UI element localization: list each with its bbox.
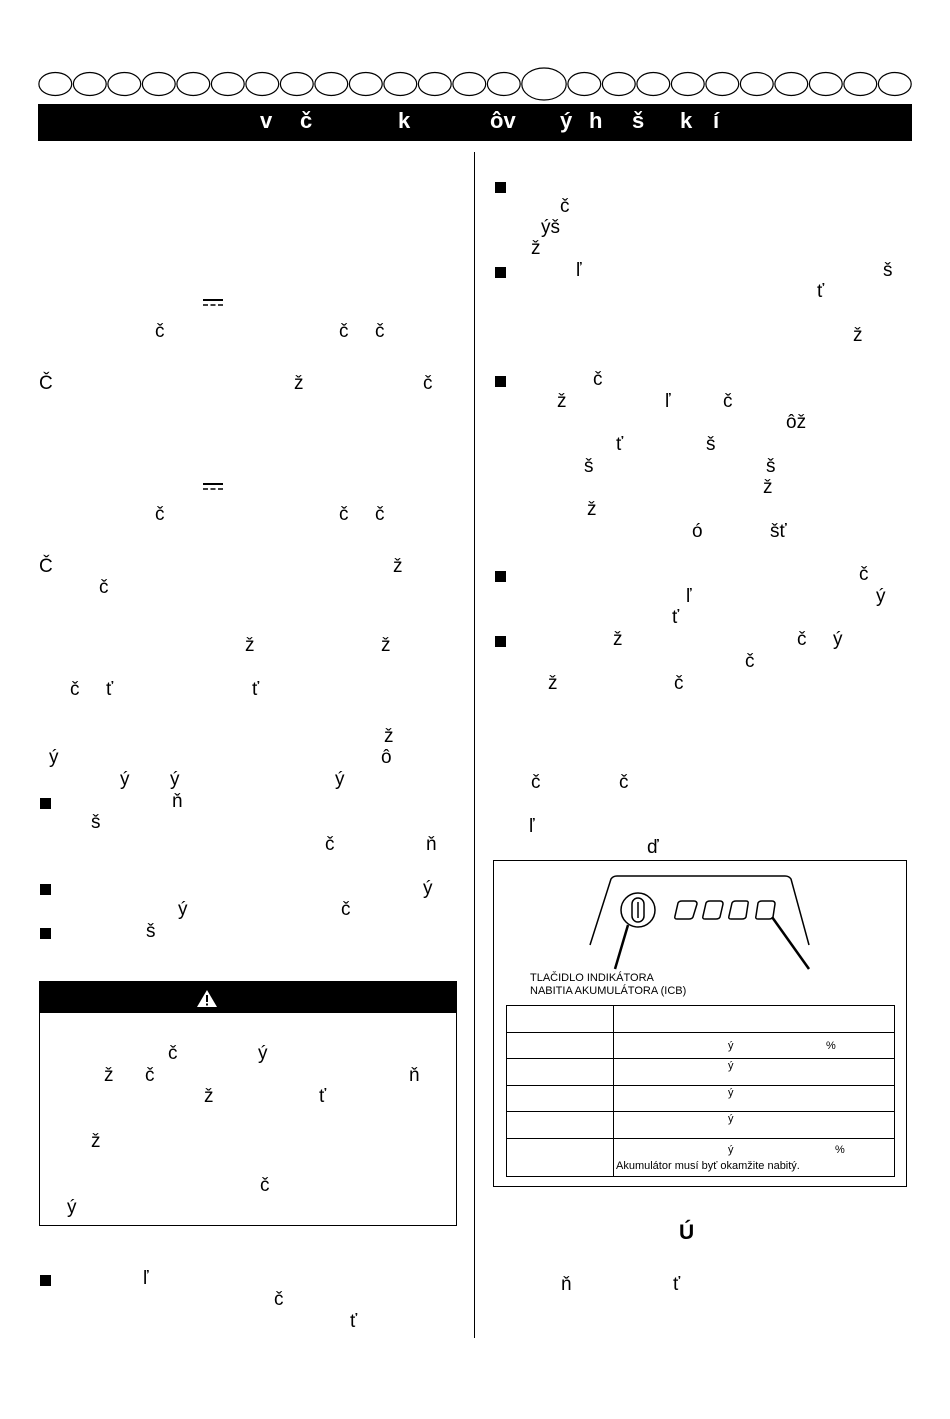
bullet-icon	[40, 798, 51, 809]
table-row	[507, 1139, 895, 1177]
page-oval	[349, 73, 382, 96]
page-oval	[637, 73, 670, 96]
table-row	[507, 1086, 895, 1112]
bullet-icon	[495, 571, 506, 582]
glyph: ľ	[143, 1268, 149, 1289]
glyph: Č	[39, 373, 53, 394]
bullet-icon	[495, 376, 506, 387]
glyph: ž	[381, 635, 391, 656]
glyph: ý	[833, 629, 843, 650]
table-cell-glyph: ý	[728, 1040, 734, 1052]
glyph: ť	[252, 679, 260, 700]
glyph: ž	[91, 1131, 101, 1152]
icb-label-line1: TLAČIDLO INDIKÁTORA	[530, 972, 654, 984]
glyph: č	[70, 679, 80, 700]
glyph: ň	[426, 834, 437, 855]
page-oval	[671, 73, 704, 96]
glyph: ž	[763, 477, 773, 498]
glyph: Č	[39, 556, 53, 577]
glyph: č	[341, 899, 351, 920]
glyph: ľ	[686, 586, 692, 607]
title-glyph: v	[260, 108, 273, 133]
glyph: č	[423, 373, 433, 394]
glyph: šť	[770, 521, 787, 542]
table-cell-glyph: ý	[728, 1113, 734, 1125]
glyph: ó	[692, 521, 703, 542]
table-cell-glyph: ý	[728, 1087, 734, 1099]
glyph: ý	[170, 769, 180, 790]
header-oval-strip	[38, 66, 912, 102]
glyph: ž	[587, 499, 597, 520]
glyph: č	[859, 564, 869, 585]
glyph: č	[168, 1043, 178, 1064]
page-oval	[315, 73, 348, 96]
glyph: č	[723, 391, 733, 412]
title-glyph: ý	[560, 108, 573, 133]
glyph: ľ	[665, 391, 671, 412]
indicator-button-icon	[621, 893, 655, 927]
column-divider	[474, 152, 475, 1338]
glyph: ň	[561, 1274, 572, 1295]
table-row	[507, 1112, 895, 1139]
glyph: ý	[335, 769, 345, 790]
glyph: ď	[647, 837, 659, 858]
page-oval	[602, 73, 635, 96]
glyph: č	[325, 834, 335, 855]
page-oval	[211, 73, 244, 96]
glyph: ž	[104, 1065, 114, 1086]
glyph: č	[560, 196, 570, 217]
glyph: č	[797, 629, 807, 650]
glyph: š	[706, 434, 716, 455]
table-cell-glyph: ý	[728, 1060, 734, 1072]
page-oval	[878, 73, 911, 96]
table-cell-glyph: %	[826, 1040, 836, 1052]
glyph: ž	[384, 726, 394, 747]
glyph: ž	[393, 556, 403, 577]
page-oval	[246, 73, 279, 96]
glyph: ž	[531, 238, 541, 259]
glyph: ý	[49, 747, 59, 768]
page-oval	[809, 73, 842, 96]
bullet-icon	[495, 182, 506, 193]
active-page-oval	[522, 68, 566, 100]
glyph: ť	[817, 281, 825, 302]
bullet-icon	[495, 636, 506, 647]
page-oval	[280, 73, 313, 96]
glyph: č	[531, 772, 541, 793]
glyph: ž	[853, 325, 863, 346]
page-oval	[487, 73, 520, 96]
page-oval	[706, 73, 739, 96]
glyph: č	[155, 504, 165, 525]
glyph: ľ	[529, 816, 535, 837]
glyph: č	[745, 651, 755, 672]
glyph: ý	[876, 586, 886, 607]
glyph: ýš	[541, 217, 560, 238]
glyph: ľ	[576, 260, 582, 281]
glyph: ň	[409, 1065, 420, 1086]
section-title-bar	[38, 104, 912, 141]
warning-box	[39, 981, 457, 1226]
page-oval	[142, 73, 175, 96]
glyph: ž	[557, 391, 567, 412]
page-oval	[453, 73, 486, 96]
glyph: ť	[350, 1311, 358, 1332]
title-glyph: h	[589, 108, 603, 133]
table-row	[507, 1059, 895, 1086]
glyph: š	[146, 921, 156, 942]
glyph: ý	[178, 899, 188, 920]
glyph: ž	[294, 373, 304, 394]
glyph: ý	[67, 1197, 77, 1218]
bullet-icon	[495, 267, 506, 278]
glyph: č	[99, 577, 109, 598]
indicator-table	[506, 1005, 895, 1177]
glyph: ť	[616, 434, 624, 455]
glyph: ň	[172, 791, 183, 812]
title-glyph: k	[680, 108, 693, 133]
glyph: č	[619, 772, 629, 793]
bullet-icon	[40, 928, 51, 939]
glyph: š	[883, 260, 893, 281]
dc-symbol-icon	[203, 298, 223, 308]
glyph: č	[145, 1065, 155, 1086]
page-oval	[418, 73, 451, 96]
page-oval	[177, 73, 210, 96]
table-cell-glyph: ý	[728, 1144, 734, 1156]
page-oval	[740, 73, 773, 96]
section-heading: Ú	[679, 1221, 695, 1244]
glyph: č	[339, 321, 349, 342]
glyph: ô	[381, 747, 392, 768]
page-oval	[775, 73, 808, 96]
glyph: ť	[106, 679, 114, 700]
bullet-icon	[40, 1275, 51, 1286]
title-glyph: ôv	[490, 108, 516, 133]
glyph: č	[155, 321, 165, 342]
dc-symbol-icon	[203, 482, 223, 492]
glyph: č	[339, 504, 349, 525]
battery-indicator-illustration	[580, 873, 820, 973]
page-oval	[39, 73, 72, 96]
glyph: č	[674, 673, 684, 694]
page-oval	[568, 73, 601, 96]
page-oval	[384, 73, 417, 96]
glyph: ý	[258, 1043, 268, 1064]
icb-label-line2: NABITIA AKUMULÁTORA (ICB)	[530, 985, 687, 997]
glyph: ž	[613, 629, 623, 650]
title-glyph: k	[398, 108, 411, 133]
page-oval	[108, 73, 141, 96]
glyph: ý	[423, 878, 433, 899]
led-indicators-icon	[675, 901, 775, 919]
glyph: ž	[204, 1086, 214, 1107]
glyph: š	[584, 456, 594, 477]
table-row	[507, 1006, 895, 1033]
glyph: ť	[319, 1086, 327, 1107]
glyph: ž	[548, 673, 558, 694]
table-cell-glyph: %	[835, 1144, 845, 1156]
warning-header	[40, 982, 456, 1013]
warning-triangle-icon	[196, 989, 218, 1008]
page-oval	[73, 73, 106, 96]
glyph: š	[766, 456, 776, 477]
glyph: č	[375, 504, 385, 525]
glyph: ý	[120, 769, 130, 790]
glyph: č	[274, 1289, 284, 1310]
glyph: ôž	[786, 412, 807, 433]
glyph: ž	[245, 635, 255, 656]
bullet-icon	[40, 884, 51, 895]
glyph: č	[260, 1175, 270, 1196]
glyph: č	[593, 369, 603, 390]
glyph: ť	[672, 607, 680, 628]
glyph: š	[91, 812, 101, 833]
glyph: ť	[673, 1274, 681, 1295]
page-oval	[844, 73, 877, 96]
title-glyph: í	[713, 108, 720, 133]
title-glyph: č	[300, 108, 313, 133]
glyph: č	[375, 321, 385, 342]
table-row	[507, 1033, 895, 1059]
charge-now-note: Akumulátor musí byť okamžite nabitý.	[616, 1160, 800, 1172]
title-glyph: š	[632, 108, 645, 133]
